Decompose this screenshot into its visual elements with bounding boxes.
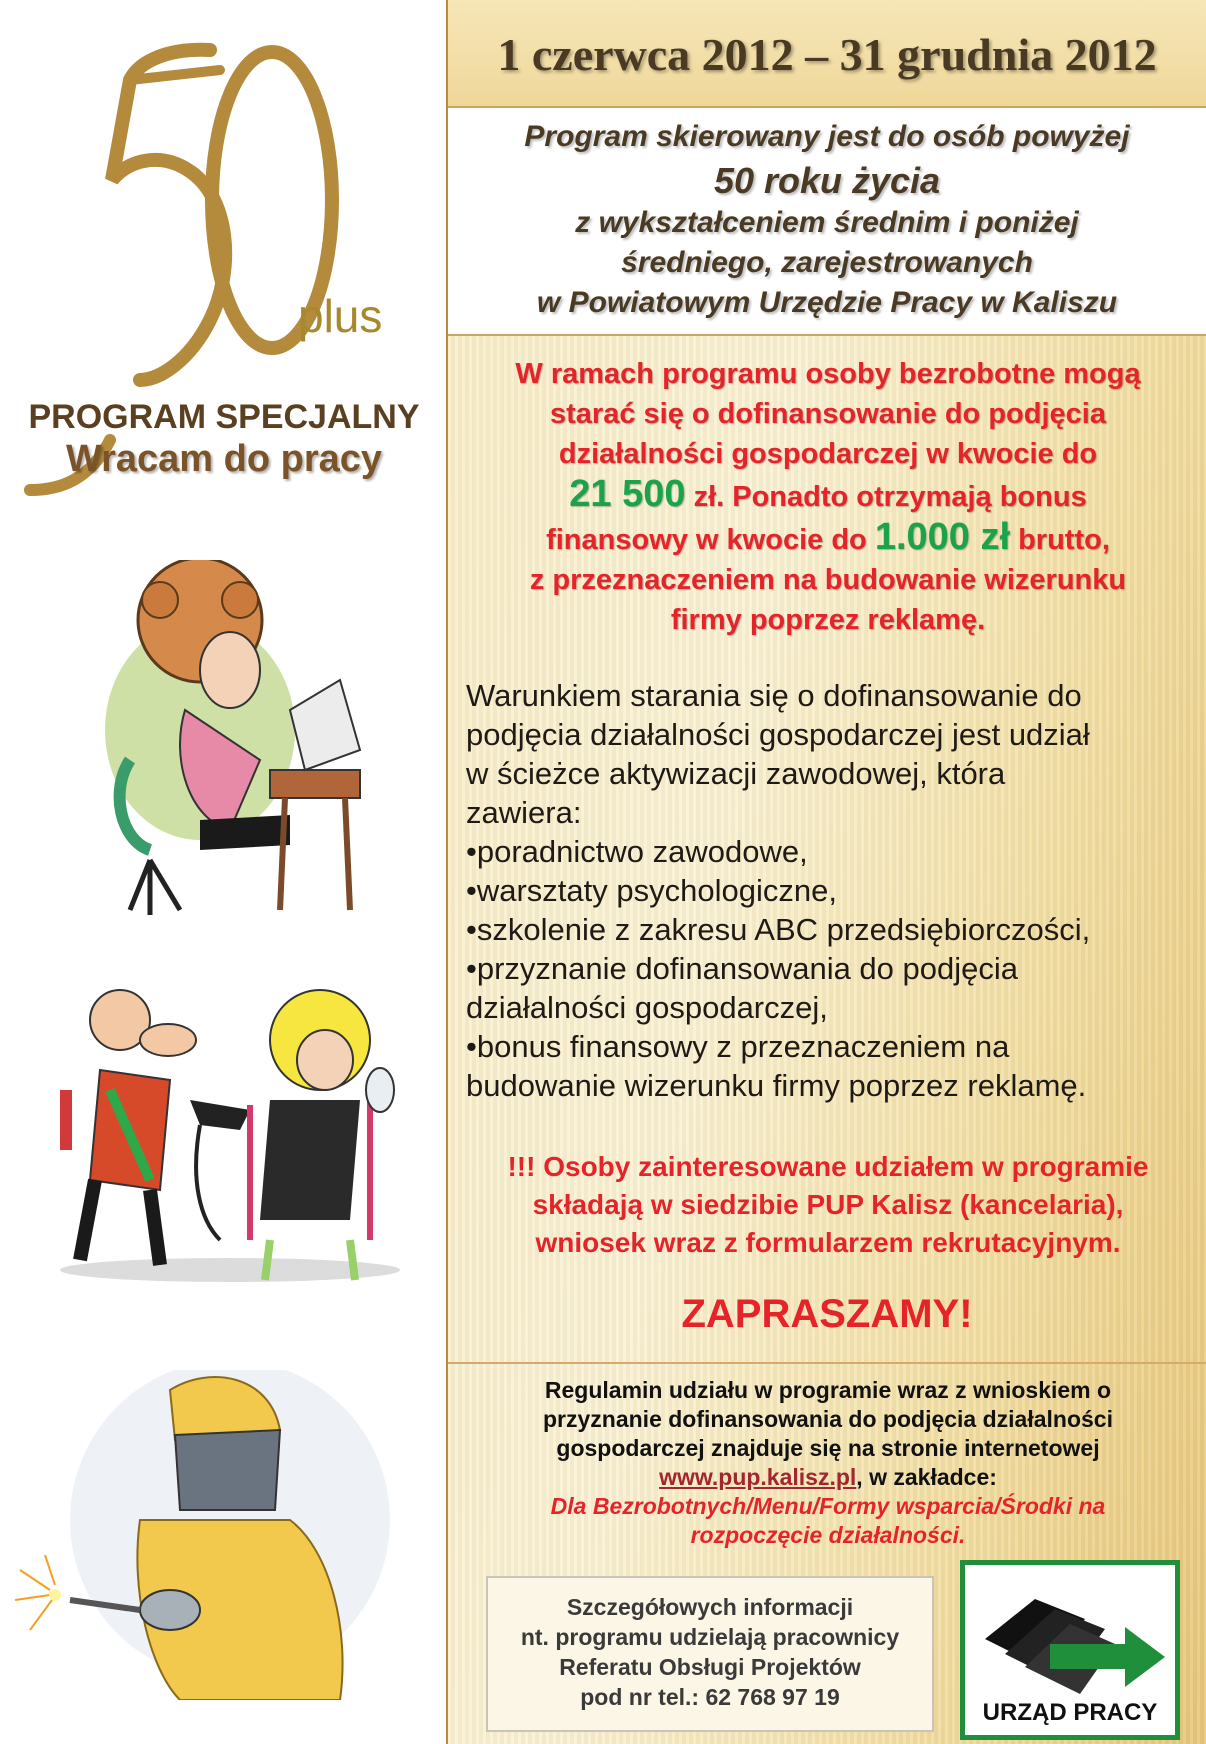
contact-line: Szczegółowych informacji bbox=[566, 1594, 854, 1620]
contact-phone: pod nr tel.: 62 768 97 19 bbox=[580, 1684, 840, 1710]
list-item: •szkolenie z zakresu ABC przedsiębiorczości, bbox=[466, 912, 1091, 947]
funding-line: z przeznaczeniem na budowanie wizerunku bbox=[529, 564, 1127, 596]
list-item: działalności gospodarczej, bbox=[466, 990, 828, 1025]
notice-line: składają w siedzibie PUP Kalisz (kancelaria), bbox=[532, 1189, 1124, 1220]
regulations-line-rest: , w zakładce: bbox=[856, 1464, 997, 1490]
list-item: •przyznanie dofinansowania do podjęcia bbox=[466, 951, 1019, 986]
funding-line: W ramach programu osoby bezrobotne mogą bbox=[515, 358, 1141, 390]
intro-line: średniego, zarejestrowanych bbox=[621, 246, 1033, 279]
regulations-line: gospodarczej znajduje się na stronie internetowej bbox=[556, 1435, 1100, 1461]
intro-line: z wykształceniem średnim i poniżej bbox=[575, 206, 1079, 239]
website-path: Dla Bezrobotnych/Menu/Formy wsparcia/Środki na bbox=[550, 1493, 1106, 1519]
conditions-list bbox=[466, 832, 1196, 1105]
conditions-intro: Warunkiem starania się o dofinansowanie do bbox=[466, 678, 1082, 713]
funding-line: działalności gospodarczej w kwocie do bbox=[558, 438, 1098, 470]
conditions-intro: podjęcia działalności gospodarczej jest udział bbox=[466, 717, 1090, 752]
bonus-post: brutto, bbox=[1018, 524, 1110, 556]
funding-line-rest: zł. Ponadto otrzymają bonus bbox=[693, 481, 1087, 513]
plus-text: plus bbox=[298, 290, 383, 342]
bonus-pre: finansowy w kwocie do bbox=[546, 524, 867, 556]
regulations-line: przyznanie dofinansowania do podjęcia działalności bbox=[543, 1406, 1113, 1432]
logo-label: URZĄD PRACY bbox=[982, 1699, 1158, 1726]
funding-line bbox=[458, 474, 1198, 517]
funding-line bbox=[458, 517, 1198, 560]
intro-box bbox=[448, 108, 1206, 336]
invite-heading: ZAPRASZAMY! bbox=[681, 1292, 973, 1336]
intro-line: w Powiatowym Urzędzie Pracy w Kaliszu bbox=[536, 286, 1118, 319]
regulations-info bbox=[468, 1376, 1188, 1550]
list-item: •bonus finansowy z przeznaczeniem na bbox=[466, 1029, 1010, 1064]
funding-line: firmy poprzez reklamę. bbox=[670, 604, 986, 636]
funding-line: starać się o dofinansowanie do podjęcia bbox=[550, 398, 1106, 430]
contact-line: nt. programu udzielają pracownicy bbox=[520, 1624, 900, 1650]
intro-age: 50 roku życia bbox=[713, 160, 941, 201]
list-item: budowanie wizerunku firmy poprzez reklamę. bbox=[466, 1068, 1087, 1103]
conditions-section bbox=[466, 676, 1196, 1105]
section-divider bbox=[448, 1362, 1206, 1364]
funding-info bbox=[458, 354, 1198, 640]
logo-graphic bbox=[965, 1569, 1175, 1699]
woman-at-computer-illustration bbox=[90, 560, 380, 930]
conditions-intro: w ścieżce aktywizacji zawodowej, która bbox=[466, 756, 1006, 791]
contact-box bbox=[486, 1576, 934, 1732]
urzad-pracy-logo bbox=[960, 1560, 1180, 1740]
conditions-intro: zawiera: bbox=[466, 795, 582, 830]
gold-panel bbox=[448, 336, 1206, 1744]
bonus-amount: 1.000 zł bbox=[874, 516, 1011, 558]
welder-illustration bbox=[10, 1370, 410, 1700]
hairdresser-illustration bbox=[50, 980, 410, 1290]
application-notice bbox=[458, 1148, 1198, 1262]
regulations-line: Regulamin udziału w programie wraz z wnioskiem o bbox=[544, 1377, 1112, 1403]
funding-amount: 21 500 bbox=[569, 473, 686, 515]
program-title: Wracam do pracy bbox=[65, 438, 383, 480]
list-item: •poradnictwo zawodowe, bbox=[466, 834, 808, 869]
notice-line: !!! Osoby zainteresowane udziałem w programie bbox=[507, 1151, 1149, 1182]
program-label: PROGRAM SPECJALNY bbox=[28, 398, 420, 436]
list-item: •warsztaty psychologiczne, bbox=[466, 873, 837, 908]
left-column bbox=[0, 0, 448, 1744]
intro-line: Program skierowany jest do osób powyżej bbox=[524, 120, 1130, 153]
date-band bbox=[448, 0, 1206, 108]
right-column bbox=[448, 0, 1206, 1744]
notice-line: wniosek wraz z formularzem rekrutacyjnym. bbox=[535, 1227, 1121, 1258]
website-link[interactable]: www.pup.kalisz.pl bbox=[659, 1464, 857, 1490]
regulations-line bbox=[468, 1463, 1188, 1492]
website-path: rozpoczęcie działalności. bbox=[690, 1522, 966, 1548]
program-dates: 1 czerwca 2012 – 31 grudnia 2012 bbox=[497, 29, 1157, 80]
contact-line: Referatu Obsługi Projektów bbox=[559, 1654, 861, 1680]
